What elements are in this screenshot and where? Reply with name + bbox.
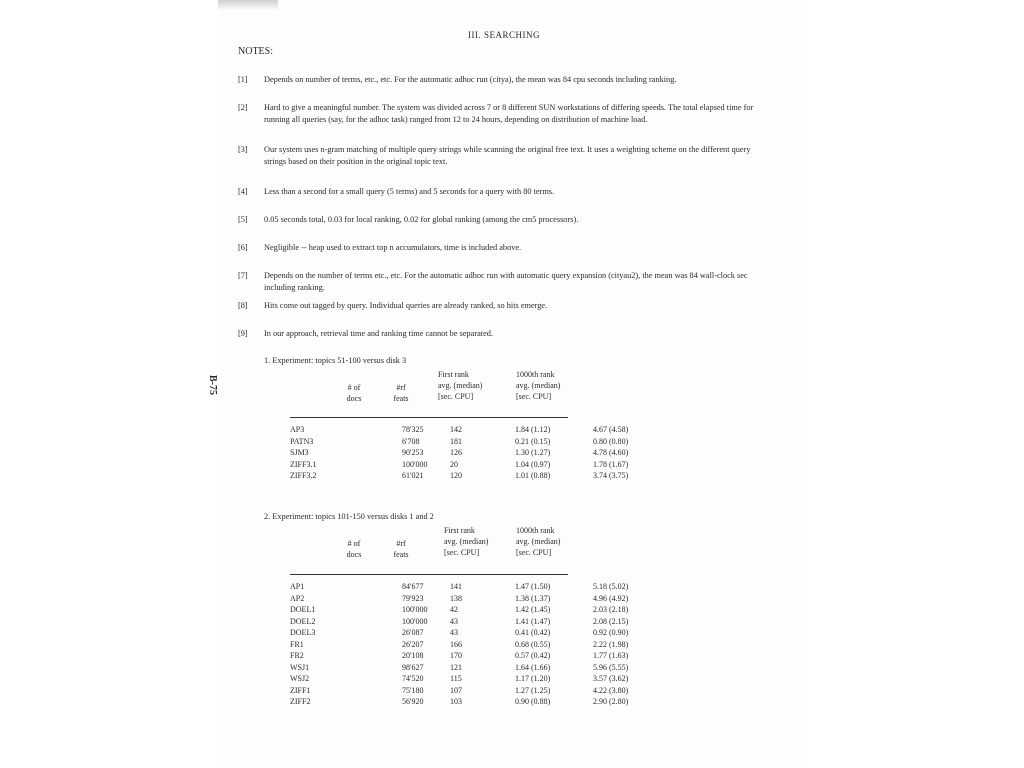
note-text: Negligible -- heap used to extract top n accumulators, time is included above. <box>264 243 522 252</box>
note-number: [7] <box>238 271 248 280</box>
row-docs: 78'325 <box>402 425 424 434</box>
note-number: [2] <box>238 103 248 112</box>
row-1000th-rank: 3.74 (3.75) <box>593 471 629 480</box>
row-first-rank: 1.84 (1.12) <box>515 425 551 434</box>
note-text: Our system uses n-gram matching of multiple query strings while scanning the original free text. It uses a weighting scheme on the different query strings based on their position in the original topic text. <box>264 145 751 166</box>
note-text: Hard to give a meaningful number. The system was divided across 7 or 8 different SUN workstations of differing speeds. The total elapsed time for running all queries (say, for the adhoc task) ranged from 12 to 24 hours, depending on distribution of machine load. <box>264 103 754 124</box>
table-row <box>290 616 653 628</box>
row-1000th-rank: 0.92 (0.90) <box>593 628 629 637</box>
row-feats: 115 <box>450 674 462 683</box>
row-1000th-rank: 5.96 (5.55) <box>593 662 629 672</box>
row-name: ZIFF2 <box>290 697 311 706</box>
notes-heading: NOTES: <box>238 46 273 57</box>
row-name: ZIFF1 <box>290 685 311 695</box>
col-header-feats <box>378 538 424 560</box>
col-header-docs <box>330 382 378 404</box>
row-1000th-rank: 2.08 (2.15) <box>593 616 629 626</box>
row-docs: 79'923 <box>402 593 424 603</box>
note-number: [1] <box>238 75 248 84</box>
row-name: AP2 <box>290 593 305 603</box>
col-header-line: First rank <box>444 526 475 535</box>
col-header-line: feats <box>393 550 409 559</box>
note-number: [6] <box>238 243 248 252</box>
row-docs: 100'000 <box>402 605 428 614</box>
row-name: SJM3 <box>290 448 309 457</box>
col-header-line: docs <box>346 394 362 403</box>
col-header-line: avg. (median) <box>516 381 561 390</box>
row-name: PATN3 <box>290 436 314 446</box>
row-feats: 120 <box>450 471 462 480</box>
row-feats: 103 <box>450 697 462 706</box>
experiment-2-table <box>290 581 653 708</box>
row-name: AP3 <box>290 425 305 434</box>
row-1000th-rank: 3.57 (3.62) <box>593 674 629 683</box>
row-first-rank: 1.42 (1.45) <box>515 605 551 614</box>
col-header-line: # of <box>347 539 361 548</box>
row-first-rank: 1.17 (1.20) <box>515 674 551 683</box>
row-first-rank: 1.30 (1.27) <box>515 448 551 457</box>
row-feats: 126 <box>450 448 462 457</box>
row-1000th-rank: 2.90 (2.80) <box>593 697 629 706</box>
col-header-line: avg. (median) <box>444 537 489 546</box>
table-row <box>290 604 653 616</box>
row-first-rank: 0.21 (0.15) <box>515 436 551 446</box>
row-1000th-rank: 2.03 (2.18) <box>593 605 629 614</box>
row-first-rank: 1.01 (0.88) <box>515 471 551 480</box>
note-text: 0.05 seconds total, 0.03 for local ranking, 0.02 for global ranking (among the cm5 processors). <box>264 215 579 224</box>
row-docs: 90'253 <box>402 448 424 457</box>
col-header-1000th-rank <box>516 369 576 402</box>
row-1000th-rank: 4.67 (4.58) <box>593 425 629 434</box>
col-header-line: # of <box>347 383 361 392</box>
row-1000th-rank: 5.18 (5.02) <box>593 582 629 591</box>
col-header-line: First rank <box>438 370 469 379</box>
row-1000th-rank: 0.80 (0.80) <box>593 436 629 446</box>
scan-smudge <box>218 0 278 10</box>
row-feats: 138 <box>450 593 462 603</box>
col-header-first-rank <box>438 369 496 402</box>
col-header-line: #rf <box>396 539 406 548</box>
row-first-rank: 1.38 (1.37) <box>515 593 551 603</box>
row-first-rank: 1.47 (1.50) <box>515 582 551 591</box>
col-header-feats <box>378 382 424 404</box>
row-first-rank: 1.27 (1.25) <box>515 685 551 695</box>
row-docs: 100'000 <box>402 616 428 626</box>
table-row <box>290 581 653 593</box>
col-header-line: feats <box>393 394 409 403</box>
col-header-docs <box>330 538 378 560</box>
col-header-line: docs <box>346 550 362 559</box>
experiment-1-title: 1. Experiment: topics 51-100 versus disk 3 <box>264 356 407 365</box>
table-row <box>290 627 653 639</box>
row-1000th-rank: 1.78 (1.67) <box>593 459 629 469</box>
row-feats: 121 <box>450 662 462 672</box>
table-row <box>290 696 653 708</box>
row-feats: 166 <box>450 639 462 649</box>
row-1000th-rank: 4.22 (3.80) <box>593 685 629 695</box>
note-text: In our approach, retrieval time and ranking time cannot be separated. <box>264 329 493 338</box>
row-docs: 98'627 <box>402 662 424 672</box>
row-name: FR2 <box>290 651 304 660</box>
row-docs: 6'708 <box>402 436 420 446</box>
row-docs: 20'108 <box>402 651 424 660</box>
table-row <box>290 593 653 605</box>
row-docs: 26'087 <box>402 628 424 637</box>
note-number: [9] <box>238 329 248 338</box>
col-header-line: 1000th rank <box>516 526 555 535</box>
row-feats: 181 <box>450 436 462 446</box>
row-1000th-rank: 2.22 (1.98) <box>593 639 629 649</box>
table-row <box>290 673 653 685</box>
row-first-rank: 0.68 (0.55) <box>515 639 551 649</box>
row-1000th-rank: 1.77 (1.63) <box>593 651 629 660</box>
col-header-line: [sec. CPU] <box>516 548 552 557</box>
row-name: DOEL1 <box>290 605 316 614</box>
row-first-rank: 1.04 (0.97) <box>515 459 551 469</box>
table-row <box>290 459 653 471</box>
row-feats: 43 <box>450 616 458 626</box>
table-row <box>290 436 653 448</box>
note-number: [8] <box>238 301 248 310</box>
table-row <box>290 447 653 459</box>
table-row <box>290 650 653 662</box>
row-first-rank: 1.64 (1.66) <box>515 662 551 672</box>
row-name: WSJ1 <box>290 662 310 672</box>
row-name: ZIFF3.2 <box>290 471 317 480</box>
row-docs: 56'920 <box>402 697 424 706</box>
col-header-line: #rf <box>396 383 406 392</box>
row-1000th-rank: 4.78 (4.60) <box>593 448 629 457</box>
row-name: DOEL3 <box>290 628 316 637</box>
row-docs: 26'207 <box>402 639 424 649</box>
row-feats: 42 <box>450 605 458 614</box>
row-first-rank: 0.41 (0.42) <box>515 628 551 637</box>
row-name: FR1 <box>290 639 304 649</box>
row-feats: 142 <box>450 425 462 434</box>
row-feats: 170 <box>450 651 462 660</box>
row-feats: 43 <box>450 628 458 637</box>
table-row <box>290 662 653 674</box>
note-text: Less than a second for a small query (5 terms) and 5 seconds for a query with 80 terms. <box>264 187 555 196</box>
row-feats: 141 <box>450 582 462 591</box>
page-title: III. SEARCHING <box>468 30 540 40</box>
table-row <box>290 639 653 651</box>
row-docs: 75'180 <box>402 685 424 695</box>
table-row <box>290 424 653 436</box>
row-docs: 84'677 <box>402 582 424 591</box>
col-header-line: avg. (median) <box>516 537 561 546</box>
col-header-first-rank <box>444 525 502 558</box>
col-header-1000th-rank <box>516 525 576 558</box>
row-name: AP1 <box>290 582 305 591</box>
row-first-rank: 0.90 (0.88) <box>515 697 551 706</box>
row-docs: 61'021 <box>402 471 424 480</box>
row-feats: 107 <box>450 685 462 695</box>
row-name: DOEL2 <box>290 616 316 626</box>
col-header-line: avg. (median) <box>438 381 483 390</box>
col-header-line: 1000th rank <box>516 370 555 379</box>
row-name: WSJ2 <box>290 674 310 683</box>
note-text: Depends on number of terms, etc., etc. For the automatic adhoc run (citya), the mean was 84 cpu seconds including ranking. <box>264 75 677 84</box>
col-header-line: [sec. CPU] <box>516 392 552 401</box>
note-number: [4] <box>238 187 248 196</box>
table-1-rule <box>290 417 568 418</box>
experiment-2-title: 2. Experiment: topics 101-150 versus disks 1 and 2 <box>264 512 434 521</box>
page-side-label: B-75 <box>207 375 218 395</box>
table-row <box>290 470 653 482</box>
note-number: [5] <box>238 215 248 224</box>
row-name: ZIFF3.1 <box>290 459 317 469</box>
experiment-1-table <box>290 424 653 482</box>
note-number: [3] <box>238 145 248 154</box>
table-2-rule <box>290 574 568 575</box>
note-text: Hits come out tagged by query. Individual queries are already ranked, so hits emerge. <box>264 301 548 310</box>
table-row <box>290 685 653 697</box>
col-header-line: [sec. CPU] <box>438 392 474 401</box>
col-header-line: [sec. CPU] <box>444 548 480 557</box>
row-first-rank: 0.57 (0.42) <box>515 651 551 660</box>
row-first-rank: 1.41 (1.47) <box>515 616 551 626</box>
note-text: Depends on the number of terms etc., etc. For the automatic adhoc run with automatic query expansion (cityau2), the mean was 84 wall-clock sec including ranking. <box>264 271 748 292</box>
row-docs: 100'000 <box>402 459 428 469</box>
row-feats: 20 <box>450 459 458 469</box>
row-docs: 74'520 <box>402 674 424 683</box>
row-1000th-rank: 4.96 (4.92) <box>593 593 629 603</box>
